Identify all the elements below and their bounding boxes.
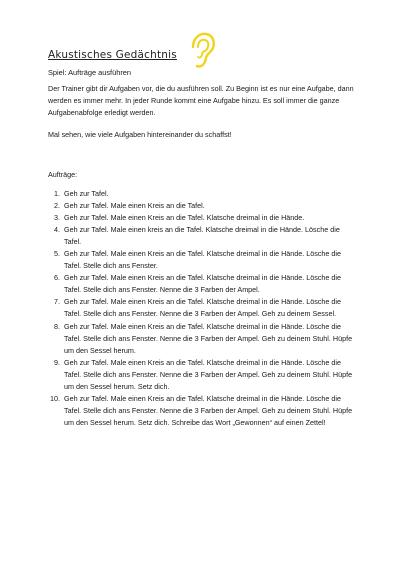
list-item: 4. Geh zur Tafel. Male einen kreis an die Tafel. Klatsche dreimal in die Hände. Lösche die Tafel. xyxy=(54,225,340,247)
list-item: 5. Geh zur Tafel. Male einen Kreis an die Tafel. Klatsche dreimal in die Hände. Lösche die Tafel. Stelle dich ans Fenster. xyxy=(54,249,342,271)
list-item: 1. Geh zur Tafel. xyxy=(54,189,109,198)
intro-paragraph: Der Trainer gibt dir Aufgaben vor, die du ausführen soll. Zu Beginn ist es nur eine Aufgabe, dann werden es immer mehr. In jeder Runde kommt eine Aufgabe hinzu. Es soll immer die ganze Aufgabenabfolge erledigt werden. xyxy=(48,84,354,117)
list-item: 2. Geh zur Tafel. Male einen Kreis an die Tafel. xyxy=(54,201,205,211)
list-item: 9. Geh zur Tafel. Male einen Kreis an die Tafel. Klatsche dreimal in die Hände. Lösche die Tafel. Stelle dich ans Fenster. Nenne die 3 Farben der Ampel. Geh zu deinem Stuhl. Hüpfe um den Sessel herum. Setz dich. xyxy=(54,357,353,391)
list-item: 8. Geh zur Tafel. Male einen Kreis an die Tafel. Klatsche dreimal in die Hände. Lösche die Tafel. Stelle dich ans Fenster. Nenne die 3 Farben der Ampel. Geh zu deinem Stuhl. Hüpfe um den Sessel herum. xyxy=(54,321,353,355)
tasks-list xyxy=(48,188,358,429)
list-item: 6. Geh zur Tafel. Male einen Kreis an die Tafel. Klatsche dreimal in die Hände. Lösche die Tafel. Stelle dich ans Fenster. Nenne die 3 Farben der Ampel. xyxy=(54,273,342,295)
list-item: 7. Geh zur Tafel. Male einen Kreis an die Tafel. Klatsche dreimal in die Hände. Lösche die Tafel. Stelle dich ans Fenster. Nenne die 3 Farben der Ampel. Geh zu deinem Sessel. xyxy=(54,297,342,319)
list-item: 3. Geh zur Tafel. Male einen Kreis an die Tafel. Klatsche dreimal in die Hände. xyxy=(54,213,305,223)
tasks-heading: Aufträge: xyxy=(48,170,78,179)
intro-challenge: Mal sehen, wie viele Aufgaben hintereinander du schaffst! xyxy=(48,130,232,139)
document-subtitle: Spiel: Aufträge ausführen xyxy=(48,68,131,77)
list-item: 10. Geh zur Tafel. Male einen Kreis an die Tafel. Klatsche dreimal in die Hände. Lösche die Tafel. Stelle dich ans Fenster. Nenne die 3 Farben der Ampel. Geh zu deinem Stuhl. Hüpfe um den Sessel herum. Setz dich. Schreibe das Wort „Gewonnen“ auf einen Zettel! xyxy=(50,393,353,427)
ear-icon xyxy=(187,31,217,71)
document-title: Akustisches Gedächtnis xyxy=(48,49,177,61)
